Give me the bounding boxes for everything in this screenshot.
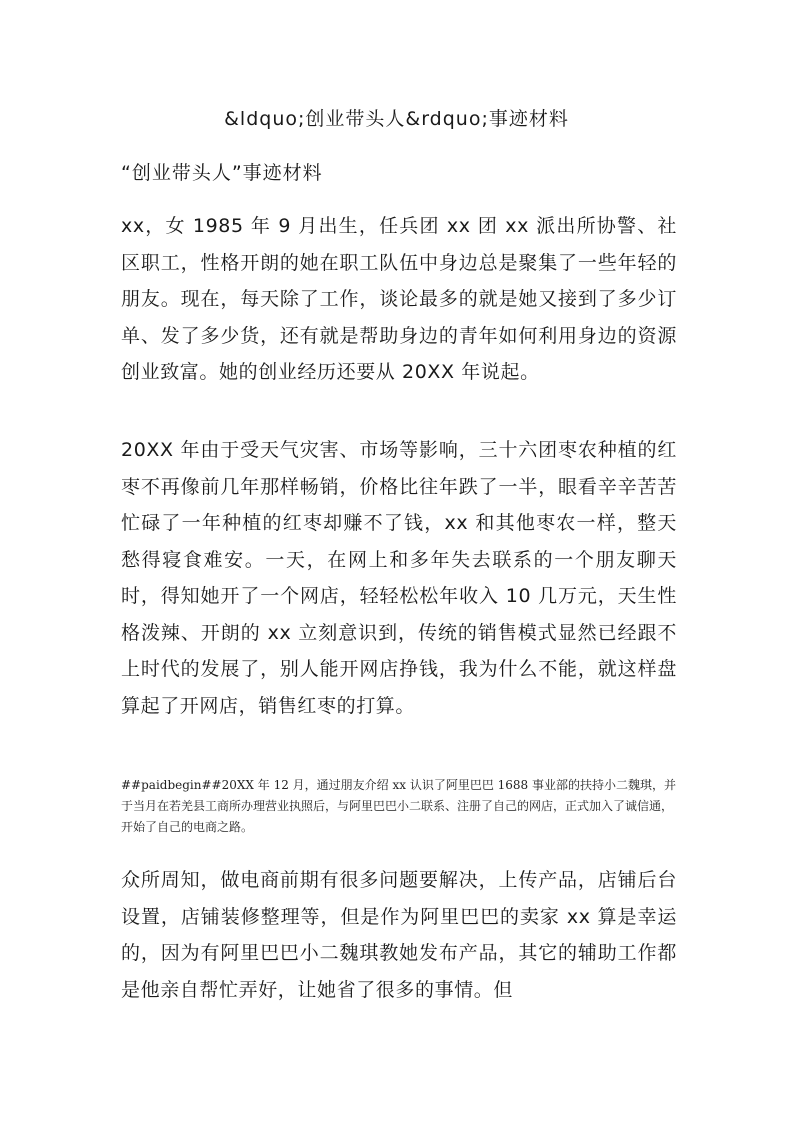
document-title: &ldquo;创业带头人&rdquo;事迹材料	[224, 108, 569, 130]
small-print-note: ##paidbegin##20XX 年 12 月，通过朋友介绍 xx 认识了阿里巴巴 1688 事业部的扶持小二魏琪，并于当月在若羌县工商所办理营业执照后，与阿里巴巴小二联系、注册了自己的网店，正式加入了诚信通，开始了自己的电商之路。	[121, 778, 677, 834]
paragraph-2: 20XX 年由于受天气灾害、市场等影响，三十六团枣农种植的红枣不再像前几年那样畅销，价格比往年跌了一半，眼看辛辛苦苦忙碌了一年种植的红枣却赚不了钱，xx 和其他枣农一样，整天愁得寝食难安。一天，在网上和多年失去联系的一个朋友聊天时，得知她开了一个网店，轻轻松松年收入 10 几万元，天生性格泼辣、开朗的 xx 立刻意识到，传统的销售模式显然已经跟不上时代的发展了，别人能开网店挣钱，我为什么不能，就这样盘算起了开网店，销售红枣的打算。	[121, 439, 677, 717]
paragraph-3: 众所周知，做电商前期有很多问题要解决，上传产品，店铺后台设置，店铺装修整理等，但是作为阿里巴巴的卖家 xx 算是幸运的，因为有阿里巴巴小二魏琪教她发布产品，其它的辅助工作都是他亲自帮忙弄好，让她省了很多的事情。但	[121, 869, 677, 1001]
paragraph-1: xx，女 1985 年 9 月出生，任兵团 xx 团 xx 派出所协警、社区职工，性格开朗的她在职工队伍中身边总是聚集了一些年轻的朋友。现在，每天除了工作，谈论最多的就是她又接到了多少订单、发了多少货，还有就是帮助身边的青年如何利用身边的资源创业致富。她的创业经历还要从 20XX 年说起。	[121, 215, 677, 383]
document-subtitle: “创业带头人”事迹材料	[121, 162, 323, 184]
